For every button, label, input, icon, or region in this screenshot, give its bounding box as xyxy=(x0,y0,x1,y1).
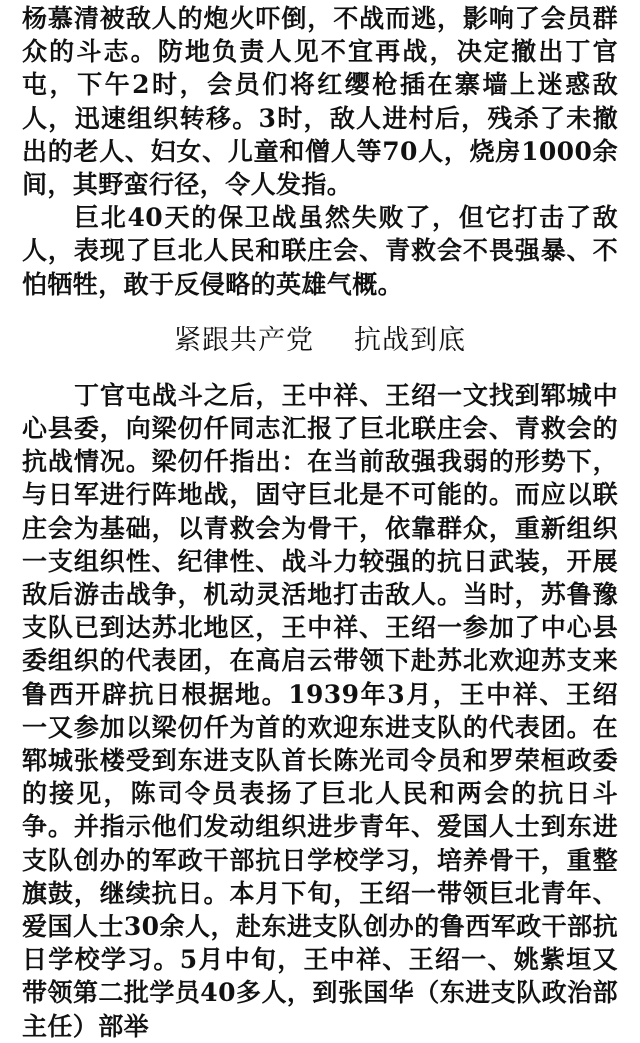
paragraph-top-1: 杨慕清被敌人的炮火吓倒，不战而逃，影响了会员群众的斗志。防地负责人见不宜再战，决定撤出丁官屯，下午2时，会员们将红缨枪插在寨墙上迷惑敌人，迅速组织转移。3时，敌人进村后，残杀了未撤出的老人、妇女、儿童和僧人等70人，烧房1000余间，其野蛮行径，令人发指。 xyxy=(22,4,618,200)
paragraph-top-2: 巨北40天的保卫战虽然失败了，但它打击了敌人，表现了巨北人民和联庄会、青救会不畏强暴、不怕牺牲，敢于反侵略的英雄气概。 xyxy=(22,203,618,299)
section-title xyxy=(22,323,618,359)
paragraph-bottom-1: 丁官屯战斗之后，王中祥、王绍一文找到郓城中心县委，向梁仞仟同志汇报了巨北联庄会、青救会的抗战情况。梁仞仟指出：在当前敌强我弱的形势下，与日军进行阵地战，固守巨北是不可能的。而应以联庄会为基础，以青救会为骨干，依靠群众，重新组织一支组织性、纪律性、战斗力较强的抗日武装，开展敌后游击战争，机动灵活地打击敌人。当时，苏鲁豫支队已到达苏北地区，王中祥、王绍一参加了中心县委组织的代表团，在高启云带领下赴苏北欢迎苏支来鲁西开辟抗日根据地。1939年3月，王中祥、王绍一又参加以梁仞仟为首的欢迎东进支队的代表团。在郓城张楼受到东进支队首长陈光司令员和罗荣桓政委的接见，陈司令员表扬了巨北人民和两会的抗日斗争。并指示他们发动组织进步青年、爱国人士到东进支队创办的军政干部抗日学校学习，培养骨干，重整旗鼓，继续抗日。本月下旬，王绍一带领巨北青年、爱国人士30余人，赴东进支队创办的鲁西军政干部抗日学校学习。5月中旬，王中祥、王绍一、姚紫垣又带领第二批学员40多人，到张国华（东进支队政治部主任）部举 xyxy=(22,380,618,1041)
section-title-part1: 紧跟共产党 xyxy=(174,324,314,356)
section-title-part2: 抗战到底 xyxy=(354,324,466,356)
